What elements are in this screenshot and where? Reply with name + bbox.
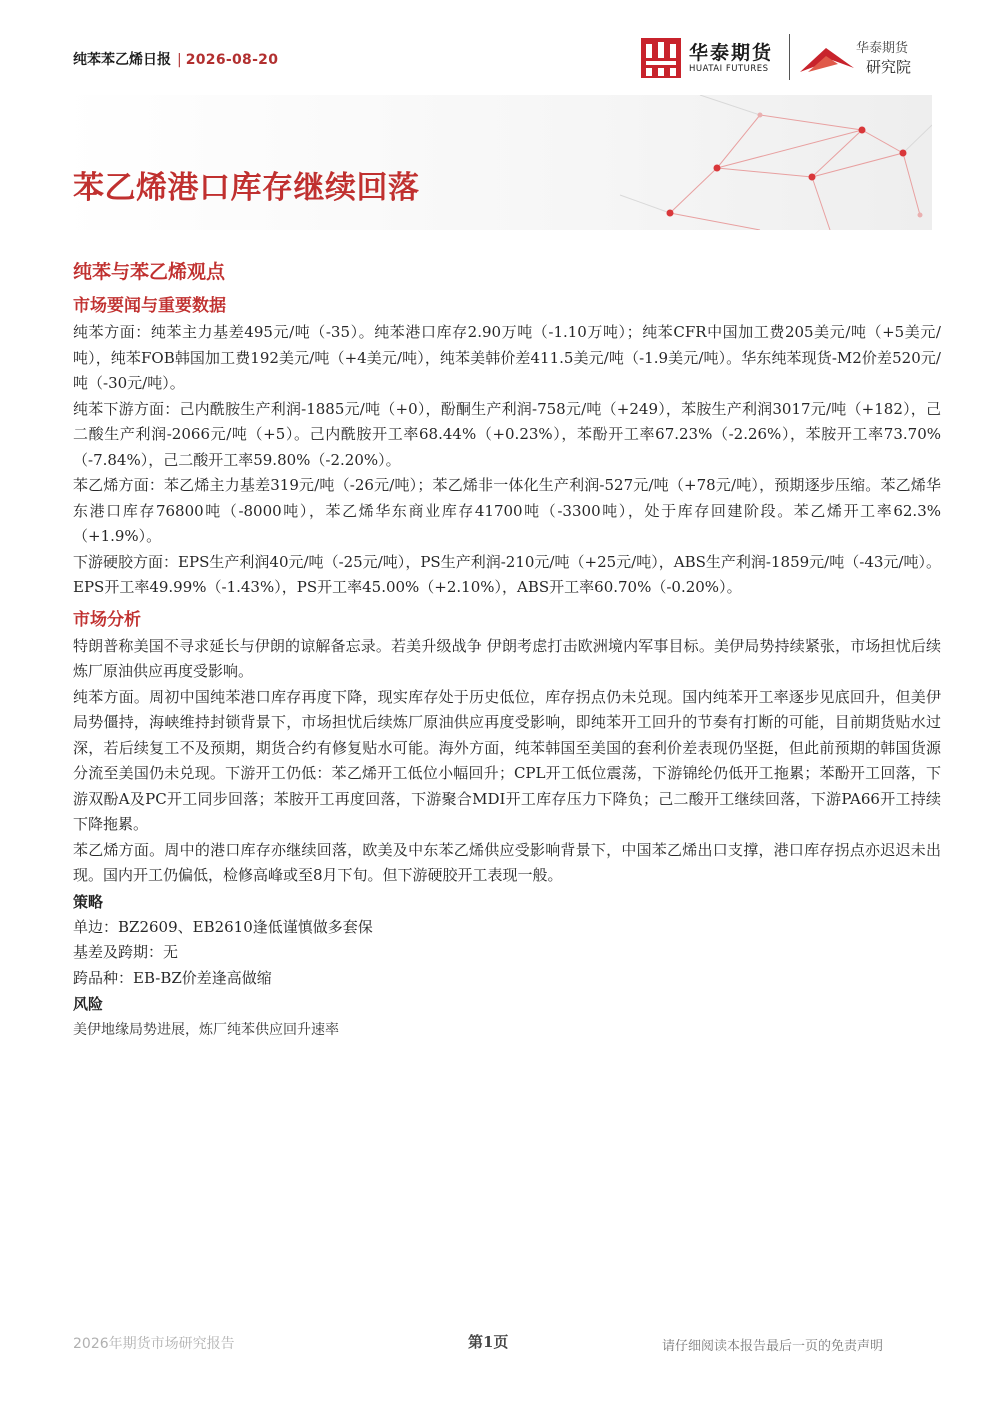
strategy-line: 基差及跨期：无 [73, 943, 179, 961]
research-institute-logo [798, 36, 923, 82]
page-number: 第1页 [468, 1333, 509, 1351]
footer-report-label: 2026年期货市场研究报告 [73, 1336, 235, 1352]
strategy-line: 跨品种：EB-BZ价差逢高做缩 [73, 968, 272, 987]
section-heading: 纯苯与苯乙烯观点 [73, 261, 226, 283]
huatai-futures-logo [641, 38, 781, 80]
logo-divider [789, 34, 790, 80]
news-paragraph: 纯苯方面：纯苯主力基差495元/吨（-35）。纯苯港口库存2.90万吨（-1.10万吨）；纯苯CFR中国加工费205美元/吨（+5美元/吨），纯苯FOB韩国加工费192美元/吨（+4美元/吨），纯苯美韩价差411.5美元/吨（-1.9美元/吨）。华东纯苯现货-M2价差520元/吨（-30元/吨）。 [73, 323, 941, 392]
news-paragraph: 下游硬胶方面：EPS生产利润40元/吨（-25元/吨），PS生产利润-210元/吨（+25元/吨），ABS生产利润-1859元/吨（-43元/吨）。EPS开工率49.99%（-1.43%），PS开工率45.00%（+2.10%），ABS开工率60.70%（-0.20%）。 [73, 552, 941, 596]
risk-text: 美伊地缘局势进展，炼厂纯苯供应回升速率 [73, 1022, 339, 1038]
institute-logo-icon [798, 42, 856, 76]
institute-name: 研究院 [866, 58, 912, 76]
strategy-heading: 策略 [73, 892, 104, 911]
analysis-heading: 市场分析 [73, 609, 141, 630]
report-body [73, 257, 941, 1043]
news-paragraph: 纯苯下游方面：己内酰胺生产利润-1885元/吨（+0），酚酮生产利润-758元/吨（+249），苯胺生产利润3017元/吨（+182），己二酸生产利润-2066元/吨（+5）。己内酰胺开工率68.44%（+0.23%），苯酚开工率67.23%（-2.26%），苯胺开工率73.70%（-7.84%），己二酸开工率59.80%（-2.20%）。 [73, 399, 941, 469]
analysis-paragraph: 纯苯方面。周初中国纯苯港口库存再度下降，现实库存处于历史低位，库存拐点仍未兑现。国内纯苯开工率逐步见底回升，但美伊局势僵持，海峡维持封锁背景下，市场担忧后续炼厂原油供应再度受影响，即纯苯开工回升的节奏有打断的可能，目前期货贴水过深，若后续复工不及预期，期货合约有修复贴水可能。海外方面，纯苯韩国至美国的套利价差表现仍坚挺，但此前预期的韩国货源分流至美国仍未兑现。下游开工仍低：苯乙烯开工低位小幅回升；CPL开工低位震荡，下游锦纶仍低开工拖累；苯酚开工回落，下游双酚A及PC开工同步回落；苯胺开工再度回落，下游聚合MDI开工库存压力下降负；己二酸开工继续回落，下游PA66开工持续下降拖累。 [73, 687, 941, 833]
analysis-paragraph: 特朗普称美国不寻求延长与伊朗的谅解备忘录。若美升级战争 伊朗考虑打击欧洲境内军事目标。美伊局势持续紧张，市场担忧后续炼厂原油供应再度受影响。 [73, 636, 941, 680]
news-paragraph: 苯乙烯方面：苯乙烯主力基差319元/吨（-26元/吨）；苯乙烯非一体化生产利润-527元/吨（+78元/吨），预期逐步压缩。苯乙烯华东港口库存76800吨（-8000吨），苯乙烯华东商业库存41700吨（-3300吨），处于库存回建阶段。苯乙烯开工率62.3%（+1.9%）。 [73, 476, 941, 545]
header-separator: | [177, 52, 182, 68]
disclaimer-note: 请仔细阅读本报告最后一页的免责声明 [662, 1339, 884, 1354]
report-name: 纯苯苯乙烯日报 [73, 52, 171, 68]
page-title: 苯乙烯港口库存继续回落 [73, 170, 420, 206]
huatai-logo-icon [641, 38, 681, 78]
news-heading: 市场要闻与重要数据 [73, 296, 226, 316]
brand-name-cn: 华泰期货 [689, 42, 774, 64]
institute-brand: 华泰期货 [856, 41, 909, 56]
report-date: 2026-08-20 [185, 52, 279, 68]
strategy-line: 单边：BZ2609、EB2610逢低谨慎做多套保 [73, 917, 373, 936]
brand-name-en: HUATAI FUTURES [689, 64, 769, 74]
risk-heading: 风险 [73, 995, 104, 1013]
analysis-paragraph: 苯乙烯方面。周中的港口库存亦继续回落，欧美及中东苯乙烯供应受影响背景下，中国苯乙烯出口支撑，港口库存拐点亦迟迟未出现。国内开工仍偏低，检修高峰或至8月下旬。但下游硬胶开工表现一般。 [73, 840, 941, 884]
report-header [73, 49, 278, 69]
